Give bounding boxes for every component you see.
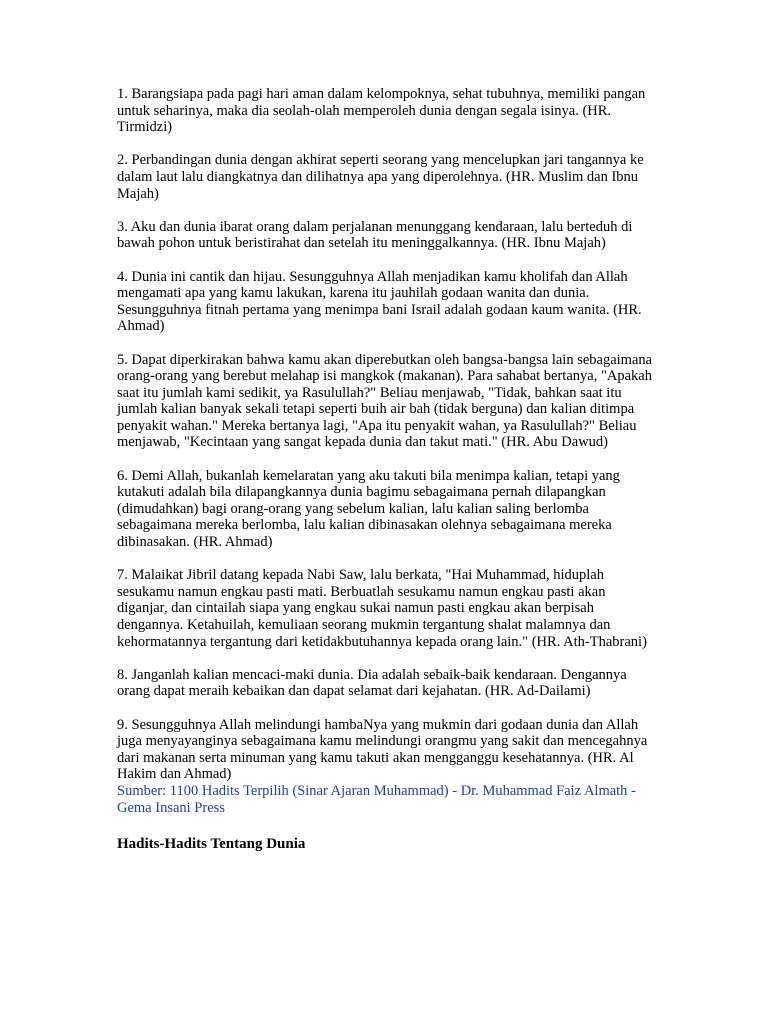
section-heading: Hadits-Hadits Tentang Dunia xyxy=(117,836,306,853)
hadits-1: 1. Barangsiapa pada pagi hari aman dalam kelompoknya, sehat tubuhnya, memiliki pangan untuk seharinya, maka dia seolah-olah memperoleh dunia dengan segala isinya. (HR. Tirmidzi) xyxy=(117,86,646,136)
hadits-2: 2. Perbandingan dunia dengan akhirat seperti seorang yang mencelupkan jari tangannya ke dalam laut lalu diangkatnya dan dilihatnya apa yang diperolehnya. (HR. Muslim dan Ibnu Majah) xyxy=(117,152,644,202)
hadits-3: 3. Aku dan dunia ibarat orang dalam perjalanan menunggang kendaraan, lalu berteduh di bawah pohon untuk beristirahat dan setelah itu meninggalkannya. (HR. Ibnu Majah) xyxy=(117,218,633,252)
hadits-8: 8. Janganlah kalian mencaci-maki dunia. Dia adalah sebaik-baik kendaraan. Dengannya orang dapat meraih kebaikan dan dapat selamat dari kejahatan. (HR. Ad-Dailami) xyxy=(117,666,627,700)
hadits-9: 9. Sesungguhnya Allah melindungi hambaNya yang mukmin dari godaan dunia dan Allah juga menyayanginya sebagaimana kamu melindungi orangmu yang sakit dan mencegahnya dari makanan serta minuman yang kamu takuti akan mengganggu kesehatannya. (HR. Al Hakim dan Ahmad) xyxy=(117,716,648,783)
hadits-6: 6. Demi Allah, bukanlah kemelaratan yang aku takuti bila menimpa kalian, tetapi yang kutakuti adalah bila dilapangkannya dunia bagimu sebagaimana pernah dilapangkan (dimudahkan) bagi orang-orang yang sebelum kalian, lalu kalian saling berlomba sebagaimana mereka berlomba, lalu kalian dibinasakan olehnya sebagaimana mereka dibinasakan. (HR. Ahmad) xyxy=(117,467,620,551)
document-page xyxy=(117,86,657,853)
hadits-4: 4. Dunia ini cantik dan hijau. Sesungguhnya Allah menjadikan kamu kholifah dan Allah mengamati apa yang kamu lakukan, karena itu jauhilah godaan wanita dan dunia. Sesungguhnya fitnah pertama yang menimpa bani Israil adalah godaan kaum wanita. (HR. Ahmad) xyxy=(117,268,642,335)
source-citation: Sumber: 1100 Hadits Terpilih (Sinar Ajaran Muhammad) - Dr. Muhammad Faiz Almath - Gema Insani Press xyxy=(117,782,636,816)
hadits-7: 7. Malaikat Jibril datang kepada Nabi Saw, lalu berkata, "Hai Muhammad, hiduplah sesukamu namun engkau pasti mati. Berbuatlah sesukamu namun engkau pasti akan diganjar, dan cintailah siapa yang engkau sukai namun pasti engkau akan berpisah dengannya. Ketahuilah, kemuliaan seorang mukmin tergantung shalat malamnya dan kehormatannya tergantung dari ketidakbutuhannya kepada orang lain." (HR. Ath-Thabrani) xyxy=(117,567,647,650)
hadits-5: 5. Dapat diperkirakan bahwa kamu akan diperebutkan oleh bangsa-bangsa lain sebagaimana orang-orang yang berebut melahap isi mangkok (makanan). Para sahabat bertanya, "Apakah saat itu jumlah kami sedikit, ya Rasulullah?" Beliau menjawab, "Tidak, bahkan saat itu jumlah kalian banyak sekali tetapi seperti buih air bah (tidak berguna) dan kalian ditimpa penyakit wahan." Mereka bertanya lagi, "Apa itu penyakit wahan, ya Rasulullah?" Beliau menjawab, "Kecintaan yang sangat kepada dunia dan takut mati." (HR. Abu Dawud) xyxy=(117,351,653,451)
